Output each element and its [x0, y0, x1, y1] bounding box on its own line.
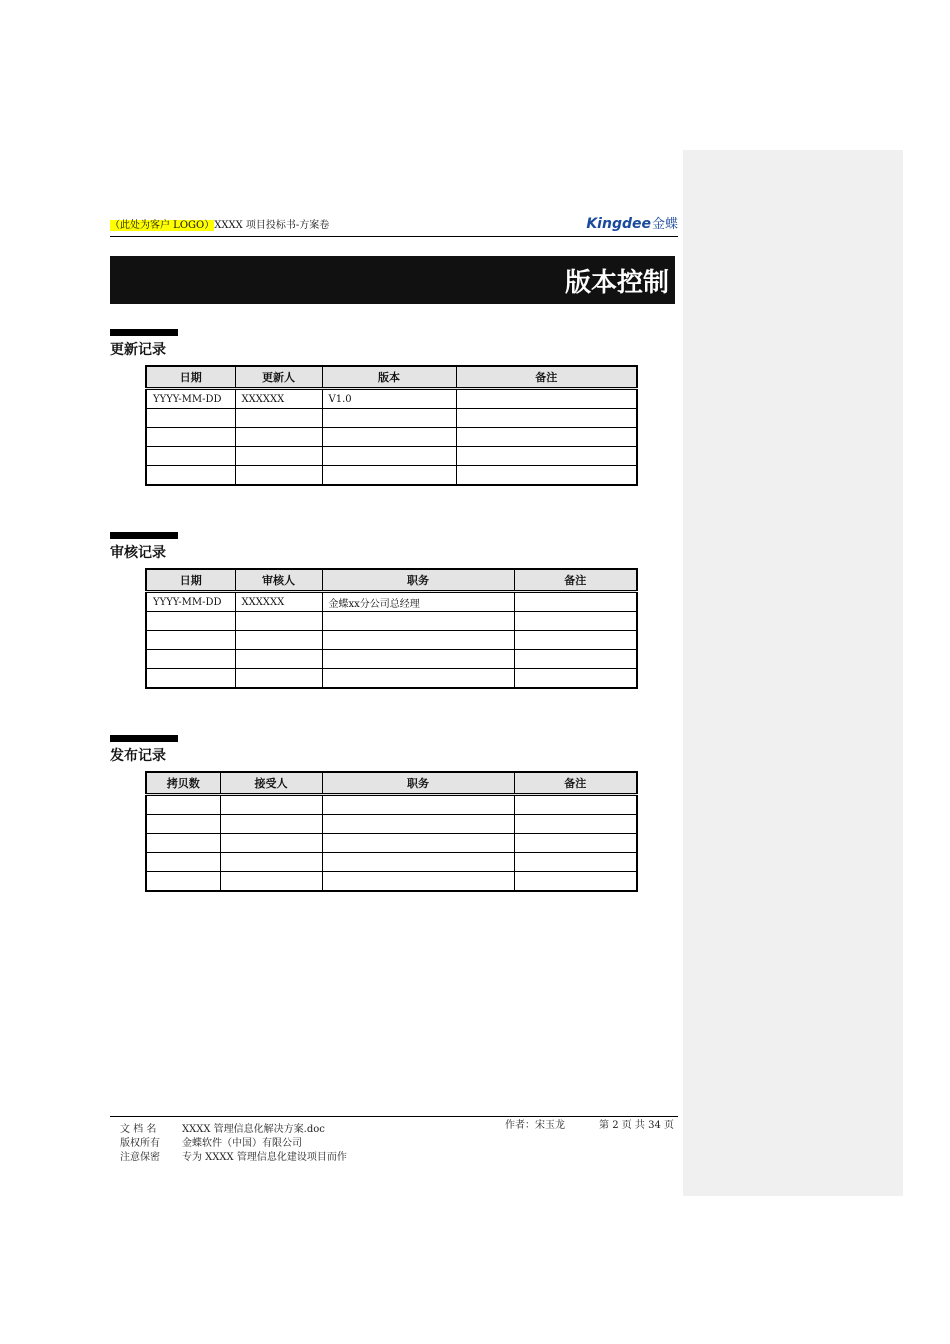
table-cell: [235, 631, 322, 650]
table-cell: [514, 650, 637, 669]
page-number: 第 2 页 共 34 页: [599, 1120, 674, 1131]
copyright-label: 版权所有: [120, 1138, 160, 1149]
table-row: [146, 612, 637, 631]
brand-cn: 金蝶: [651, 217, 678, 232]
table-cell: [146, 466, 235, 486]
table-row: [146, 631, 637, 650]
table-cell: [514, 612, 637, 631]
col-header: 职务: [322, 569, 514, 592]
table-cell: V1.0: [322, 389, 456, 409]
table-cell: [456, 389, 637, 409]
review-record-table: [145, 568, 638, 689]
table-cell: [235, 466, 322, 486]
table-cell: [322, 872, 514, 892]
section-bar: [110, 735, 178, 742]
col-header: 拷贝数: [146, 772, 220, 795]
confidential: 专为 XXXX 管理信息化建设项目而作: [182, 1152, 347, 1163]
table-cell: [514, 853, 637, 872]
table-cell: [220, 815, 322, 834]
customer-logo-placeholder: （此处为客户 LOGO）: [110, 220, 215, 231]
table-cell: [322, 447, 456, 466]
table-cell: [146, 650, 235, 669]
table-cell: [146, 612, 235, 631]
col-header: 版本: [322, 366, 456, 389]
update-record-table: [145, 365, 638, 486]
table-cell: [220, 853, 322, 872]
table-row: [146, 669, 637, 689]
table-cell: [322, 853, 514, 872]
table-cell: 金蝶xx分公司总经理: [322, 592, 514, 612]
table-cell: [322, 428, 456, 447]
table-row: [146, 447, 637, 466]
release-record-title: 发布记录: [110, 748, 166, 764]
col-header: 日期: [146, 569, 235, 592]
table-cell: [456, 447, 637, 466]
table-cell: XXXXXX: [235, 592, 322, 612]
table-cell: [322, 669, 514, 689]
col-header: 备注: [514, 569, 637, 592]
table-row: [146, 592, 637, 612]
table-cell: [146, 834, 220, 853]
table-cell: [235, 409, 322, 428]
col-header: 备注: [456, 366, 637, 389]
table-cell: [456, 409, 637, 428]
table-cell: [322, 650, 514, 669]
doc-name-label: 文 档 名: [120, 1124, 157, 1135]
table-cell: [235, 650, 322, 669]
table-cell: [146, 872, 220, 892]
table-cell: [146, 795, 220, 815]
table-cell: [146, 409, 235, 428]
table-cell: [514, 834, 637, 853]
col-header: 审核人: [235, 569, 322, 592]
table-cell: XXXXXX: [235, 389, 322, 409]
table-row: [146, 853, 637, 872]
table-cell: [322, 834, 514, 853]
table-row: [146, 872, 637, 892]
table-cell: [514, 872, 637, 892]
section-bar: [110, 329, 178, 336]
kingdee-logo: [586, 216, 678, 233]
col-header: 更新人: [235, 366, 322, 389]
table-row: [146, 815, 637, 834]
table-cell: [514, 592, 637, 612]
table-row: [146, 466, 637, 486]
comment-sidebar: [683, 150, 903, 1196]
page-header: [110, 218, 678, 237]
doc-title: XXXX 项目投标书-方案卷: [214, 220, 330, 231]
author: 作者：宋玉龙: [505, 1120, 566, 1131]
section-bar: [110, 532, 178, 539]
review-record-title: 审核记录: [110, 545, 166, 561]
table-row: [146, 389, 637, 409]
table-cell: YYYY-MM-DD: [146, 592, 235, 612]
table-cell: [322, 795, 514, 815]
table-cell: [514, 795, 637, 815]
table-cell: [235, 447, 322, 466]
table-cell: [146, 428, 235, 447]
table-cell: [146, 815, 220, 834]
table-cell: [322, 631, 514, 650]
table-cell: [322, 409, 456, 428]
table-cell: [456, 466, 637, 486]
update-record-title: 更新记录: [110, 342, 166, 358]
col-header: 接受人: [220, 772, 322, 795]
table-cell: [235, 428, 322, 447]
page-footer: [110, 1116, 678, 1163]
table-cell: [146, 853, 220, 872]
table-row: [146, 834, 637, 853]
copyright: 金蝶软件（中国）有限公司: [182, 1138, 302, 1149]
banner-title: 版本控制: [564, 267, 669, 298]
banner: [110, 256, 675, 304]
table-cell: [146, 669, 235, 689]
table-row: [146, 428, 637, 447]
table-cell: [146, 631, 235, 650]
table-cell: [146, 447, 235, 466]
table-cell: YYYY-MM-DD: [146, 389, 235, 409]
table-cell: [220, 834, 322, 853]
table-cell: [456, 428, 637, 447]
table-row: [146, 409, 637, 428]
col-header: 备注: [514, 772, 637, 795]
table-cell: [322, 466, 456, 486]
brand-en: Kingdee: [586, 216, 651, 232]
table-row: [146, 650, 637, 669]
release-record-table: [145, 771, 638, 892]
col-header: 职务: [322, 772, 514, 795]
confidential-label: 注意保密: [120, 1152, 160, 1163]
doc-name: XXXX 管理信息化解决方案.doc: [182, 1124, 325, 1135]
table-cell: [514, 631, 637, 650]
table-cell: [220, 872, 322, 892]
table-cell: [514, 669, 637, 689]
table-cell: [235, 669, 322, 689]
table-cell: [322, 612, 514, 631]
table-row: [146, 795, 637, 815]
table-cell: [235, 612, 322, 631]
table-cell: [514, 815, 637, 834]
table-cell: [220, 795, 322, 815]
col-header: 日期: [146, 366, 235, 389]
table-cell: [322, 815, 514, 834]
